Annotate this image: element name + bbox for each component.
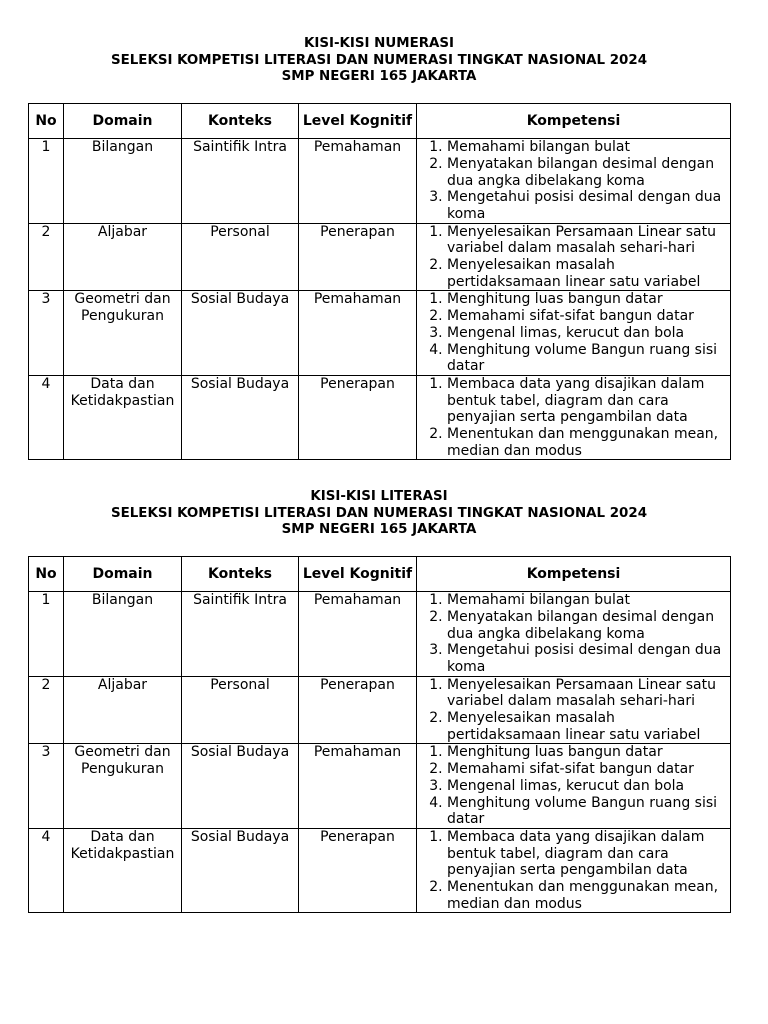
- table-row: [29, 592, 731, 677]
- table-row: [29, 291, 731, 376]
- column-header-level: Level Kognitif: [299, 104, 417, 139]
- table-row: [29, 223, 731, 291]
- list-item: 3. Mengenal limas, kerucut dan bola: [447, 778, 730, 795]
- numerasi-school: SMP NEGERI 165 JAKARTA: [281, 69, 477, 85]
- list-item: 2. Menentukan dan menggunakan mean, median dan modus: [447, 426, 730, 459]
- table-row: [29, 676, 731, 744]
- cell-kompetensi: [417, 375, 731, 460]
- table-header-row: [29, 104, 731, 139]
- cell-kompetensi: [417, 828, 731, 913]
- kompetensi-list: [417, 829, 730, 913]
- list-item: 1. Membaca data yang disajikan dalam bentuk tabel, diagram dan cara penyajian serta pengambilan data: [447, 829, 730, 879]
- column-header-konteks: Konteks: [182, 557, 299, 592]
- list-item: 2. Menyatakan bilangan desimal dengan dua angka dibelakang koma: [447, 156, 730, 189]
- kompetensi-list: [417, 592, 730, 676]
- cell-no: 4: [29, 828, 64, 913]
- cell-domain: Bilangan: [64, 139, 182, 224]
- cell-konteks: Personal: [182, 676, 299, 744]
- literasi-subtitle: SELEKSI KOMPETISI LITERASI DAN NUMERASI TINGKAT NASIONAL 2024: [110, 505, 648, 521]
- cell-domain: Geometri dan Pengukuran: [64, 744, 182, 829]
- list-item: 3. Mengetahui posisi desimal dengan dua koma: [447, 642, 730, 675]
- column-header-level: Level Kognitif: [299, 557, 417, 592]
- column-header-domain: Domain: [64, 104, 182, 139]
- list-item: 1. Menyelesaikan Persamaan Linear satu variabel dalam masalah sehari-hari: [447, 224, 730, 257]
- kompetensi-list: [417, 376, 730, 460]
- list-item: 2. Menyatakan bilangan desimal dengan dua angka dibelakang koma: [447, 609, 730, 642]
- list-item: 2. Menyelesaikan masalah pertidaksamaan linear satu variabel: [447, 710, 730, 743]
- cell-domain: Aljabar: [64, 223, 182, 291]
- cell-kompetensi: [417, 592, 731, 677]
- list-item: 3. Mengenal limas, kerucut dan bola: [447, 325, 730, 342]
- table-row: [29, 744, 731, 829]
- literasi-section: [28, 489, 730, 913]
- cell-no: 3: [29, 744, 64, 829]
- numerasi-title: KISI-KISI NUMERASI: [303, 36, 455, 51]
- list-item: 1. Memahami bilangan bulat: [447, 592, 730, 609]
- cell-konteks: Personal: [182, 223, 299, 291]
- numerasi-table: [28, 103, 731, 460]
- cell-domain: Bilangan: [64, 592, 182, 677]
- cell-domain: Data dan Ketidakpastian: [64, 828, 182, 913]
- list-item: 1. Menghitung luas bangun datar: [447, 744, 730, 761]
- cell-konteks: Saintifik Intra: [182, 139, 299, 224]
- list-item: 2. Menyelesaikan masalah pertidaksamaan linear satu variabel: [447, 257, 730, 290]
- kompetensi-list: [417, 744, 730, 828]
- literasi-heading: [28, 489, 730, 539]
- table-row: [29, 375, 731, 460]
- cell-no: 1: [29, 592, 64, 677]
- cell-level: Penerapan: [299, 676, 417, 744]
- list-item: 1. Menghitung luas bangun datar: [447, 291, 730, 308]
- cell-kompetensi: [417, 676, 731, 744]
- column-header-no: No: [29, 557, 64, 592]
- cell-level: Pemahaman: [299, 291, 417, 376]
- cell-no: 2: [29, 676, 64, 744]
- list-item: 1. Membaca data yang disajikan dalam bentuk tabel, diagram dan cara penyajian serta pengambilan data: [447, 376, 730, 426]
- cell-level: Penerapan: [299, 828, 417, 913]
- cell-no: 1: [29, 139, 64, 224]
- literasi-title: KISI-KISI LITERASI: [310, 489, 448, 504]
- cell-konteks: Sosial Budaya: [182, 291, 299, 376]
- numerasi-subtitle: SELEKSI KOMPETISI LITERASI DAN NUMERASI TINGKAT NASIONAL 2024: [110, 52, 648, 68]
- cell-konteks: Sosial Budaya: [182, 744, 299, 829]
- kompetensi-list: [417, 291, 730, 375]
- cell-kompetensi: [417, 744, 731, 829]
- cell-domain: Data dan Ketidakpastian: [64, 375, 182, 460]
- kompetensi-list: [417, 677, 730, 744]
- list-item: 4. Menghitung volume Bangun ruang sisi datar: [447, 342, 730, 375]
- list-item: 4. Menghitung volume Bangun ruang sisi datar: [447, 795, 730, 828]
- column-header-kompetensi: Kompetensi: [417, 557, 731, 592]
- cell-no: 3: [29, 291, 64, 376]
- column-header-konteks: Konteks: [182, 104, 299, 139]
- numerasi-section: [28, 36, 730, 460]
- cell-level: Penerapan: [299, 375, 417, 460]
- cell-kompetensi: [417, 291, 731, 376]
- column-header-domain: Domain: [64, 557, 182, 592]
- cell-level: Pemahaman: [299, 139, 417, 224]
- cell-no: 4: [29, 375, 64, 460]
- kompetensi-list: [417, 139, 730, 223]
- kompetensi-list: [417, 224, 730, 291]
- literasi-table: [28, 556, 731, 913]
- column-header-kompetensi: Kompetensi: [417, 104, 731, 139]
- cell-domain: Aljabar: [64, 676, 182, 744]
- list-item: 1. Memahami bilangan bulat: [447, 139, 730, 156]
- cell-level: Penerapan: [299, 223, 417, 291]
- cell-level: Pemahaman: [299, 744, 417, 829]
- list-item: 2. Menentukan dan menggunakan mean, median dan modus: [447, 879, 730, 912]
- cell-konteks: Sosial Budaya: [182, 828, 299, 913]
- list-item: 2. Memahami sifat-sifat bangun datar: [447, 308, 730, 325]
- cell-kompetensi: [417, 139, 731, 224]
- list-item: 3. Mengetahui posisi desimal dengan dua koma: [447, 189, 730, 222]
- cell-level: Pemahaman: [299, 592, 417, 677]
- cell-no: 2: [29, 223, 64, 291]
- cell-konteks: Saintifik Intra: [182, 592, 299, 677]
- table-row: [29, 828, 731, 913]
- literasi-school: SMP NEGERI 165 JAKARTA: [281, 522, 477, 538]
- table-row: [29, 139, 731, 224]
- list-item: 1. Menyelesaikan Persamaan Linear satu variabel dalam masalah sehari-hari: [447, 677, 730, 710]
- numerasi-heading: [28, 36, 730, 86]
- cell-kompetensi: [417, 223, 731, 291]
- list-item: 2. Memahami sifat-sifat bangun datar: [447, 761, 730, 778]
- column-header-no: No: [29, 104, 64, 139]
- table-header-row: [29, 557, 731, 592]
- cell-konteks: Sosial Budaya: [182, 375, 299, 460]
- cell-domain: Geometri dan Pengukuran: [64, 291, 182, 376]
